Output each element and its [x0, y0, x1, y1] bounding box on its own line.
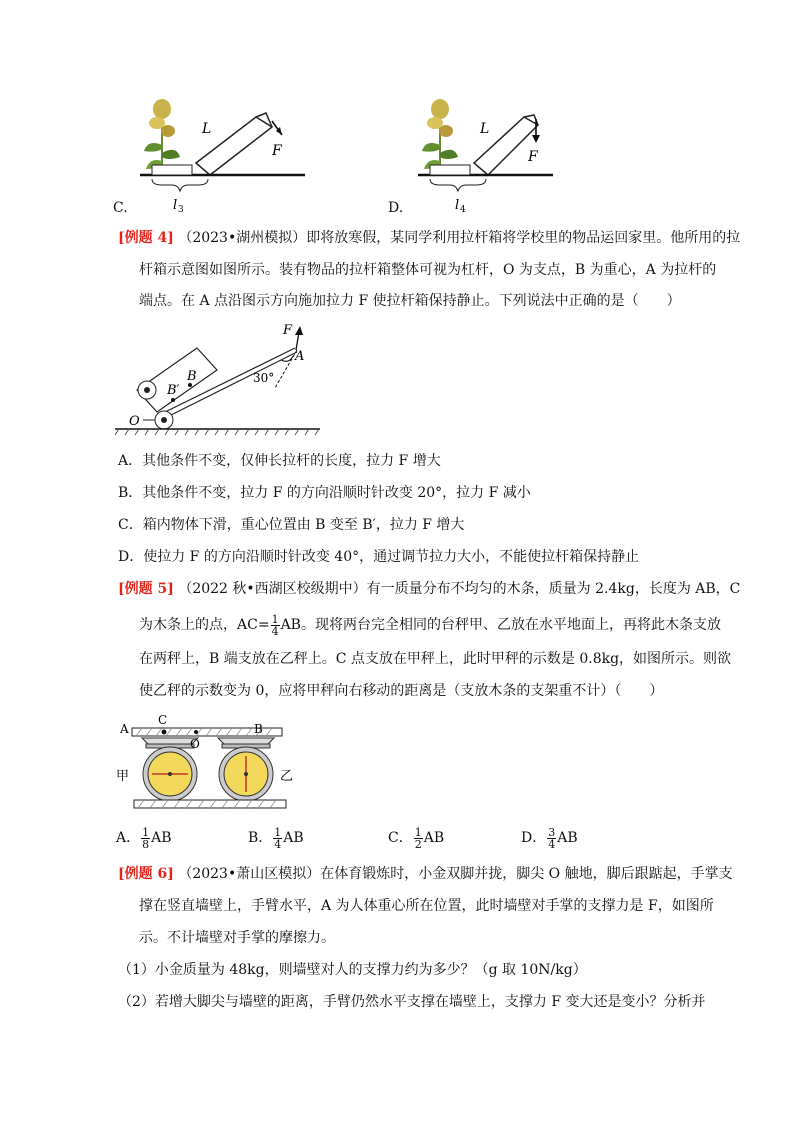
q6-line-1: [例题 6] （2023•萧山区模拟）在体育锻炼时，小金双脚并拢，脚尖 O 触地，脚后跟踮起，手掌支	[118, 866, 733, 882]
fig-d-L: L	[480, 121, 490, 137]
fig-c-F: F	[272, 143, 282, 159]
q5-line-3: 在两秤上，B 端支放在乙秤上。C 点支放在甲秤上，此时甲秤的示数是 0.8kg，如图所示。则欲	[139, 651, 732, 667]
q5-fig-C: C	[158, 713, 168, 727]
fig-d-label: D.	[388, 200, 404, 216]
fig-d-l-sub: 4	[460, 205, 466, 215]
q4-fig-angle: 30°	[253, 371, 275, 385]
fraction: $\frac{1}{4}$	[271, 612, 279, 638]
q4-fig-Bp: B′	[167, 383, 180, 398]
fig-c-L: L	[202, 121, 212, 137]
fig-c-l-sub: 3	[178, 205, 184, 215]
q5-fig-jia: 甲	[116, 769, 130, 784]
q4-fig-B: B	[187, 369, 197, 384]
figure-d-plant-lever	[388, 95, 608, 220]
q4-line-2: 杆箱示意图如图所示。装有物品的拉杆箱整体可视为杠杆，O 为支点，B 为重心，A 为拉杆的	[139, 262, 717, 278]
q4-fig-F: F	[283, 323, 293, 338]
fig-d-F: F	[528, 149, 538, 165]
q5-fig-A: A	[120, 722, 129, 736]
q5-line-1: [例题 5] （2022 秋•西湖区校级期中）有一质量分布不均匀的木条，质量为 2.4kg，长度为 AB，C	[118, 581, 741, 597]
fig-d-l: l	[455, 198, 460, 213]
figure-c-plant-lever	[110, 95, 330, 220]
q5-line-2: 为木条上的点，AC= $\frac{1}{4}$ AB。现将两台完全相同的台秤甲、乙放在水平地面上，再将此木条支放	[139, 612, 721, 638]
q4-tag: [例题 4]	[118, 230, 174, 246]
q4-fig-O: O	[129, 414, 140, 429]
q6-line-2: 撑在竖直墙壁上，手臂水平，A 为人体重心所在位置，此时墙壁对手掌的支撑力是 F，如图所	[139, 898, 714, 914]
q5-tag: [例题 5]	[118, 581, 174, 597]
q5-option-b: B． $\frac{1}{4}$ AB	[248, 825, 304, 851]
q6-sub-1: （1）小金质量为 48kg，则墙壁对人的支撑力约为多少？（g 取 10N/kg）	[118, 962, 587, 978]
q4-fig-A: A	[295, 349, 305, 364]
q4-option-d: D．使拉力 F 的方向沿顺时针改变 40°，通过调节拉力大小，不能使拉杆箱保持静止	[118, 549, 640, 565]
figure-two-scales	[110, 712, 300, 814]
q4-option-b: B．其他条件不变，拉力 F 的方向沿顺时针改变 20°，拉力 F 减小	[118, 485, 531, 501]
plant-icon	[144, 99, 180, 175]
q4-line-3: 端点。在 A 点沿图示方向施加拉力 F 使拉杆箱保持静止。下列说法中正确的是（ ）	[139, 293, 681, 309]
q4-option-a: A．其他条件不变，仅伸长拉杆的长度，拉力 F 增大	[118, 453, 441, 469]
q4-line-1: [例题 4] （2023•湖州模拟）即将放寒假，某同学利用拉杆箱将学校里的物品运回家里。他所用的拉	[118, 230, 741, 246]
fig-c-l: l	[173, 198, 178, 213]
q6-sub-2: （2）若增大脚尖与墙壁的距离，手臂仍然水平支撑在墙壁上，支撑力 F 变大还是变小？分析并	[118, 994, 706, 1010]
q5-option-a: A． $\frac{1}{8}$ AB	[116, 825, 172, 851]
q5-line-4: 使乙秤的示数变为 0，应将甲秤向右移动的距离是（支放木条的支架重不计）（ ）	[139, 683, 664, 699]
q6-tag: [例题 6]	[118, 866, 174, 882]
q5-fig-O: O	[190, 737, 200, 751]
q5-option-c: C． $\frac{1}{2}$ AB	[388, 825, 445, 851]
plant-icon	[422, 99, 458, 175]
q5-fig-B: B	[254, 722, 263, 736]
q6-line-3: 示。不计墙壁对手掌的摩擦力。	[139, 930, 335, 946]
fig-c-label: C.	[113, 200, 128, 216]
q4-option-c: C．箱内物体下滑，重心位置由 B 变至 B′，拉力 F 增大	[118, 517, 465, 533]
q5-fig-yi: 乙	[280, 769, 294, 784]
q5-option-d: D． $\frac{3}{4}$ AB	[521, 825, 578, 851]
figure-trolley-case	[115, 318, 325, 440]
